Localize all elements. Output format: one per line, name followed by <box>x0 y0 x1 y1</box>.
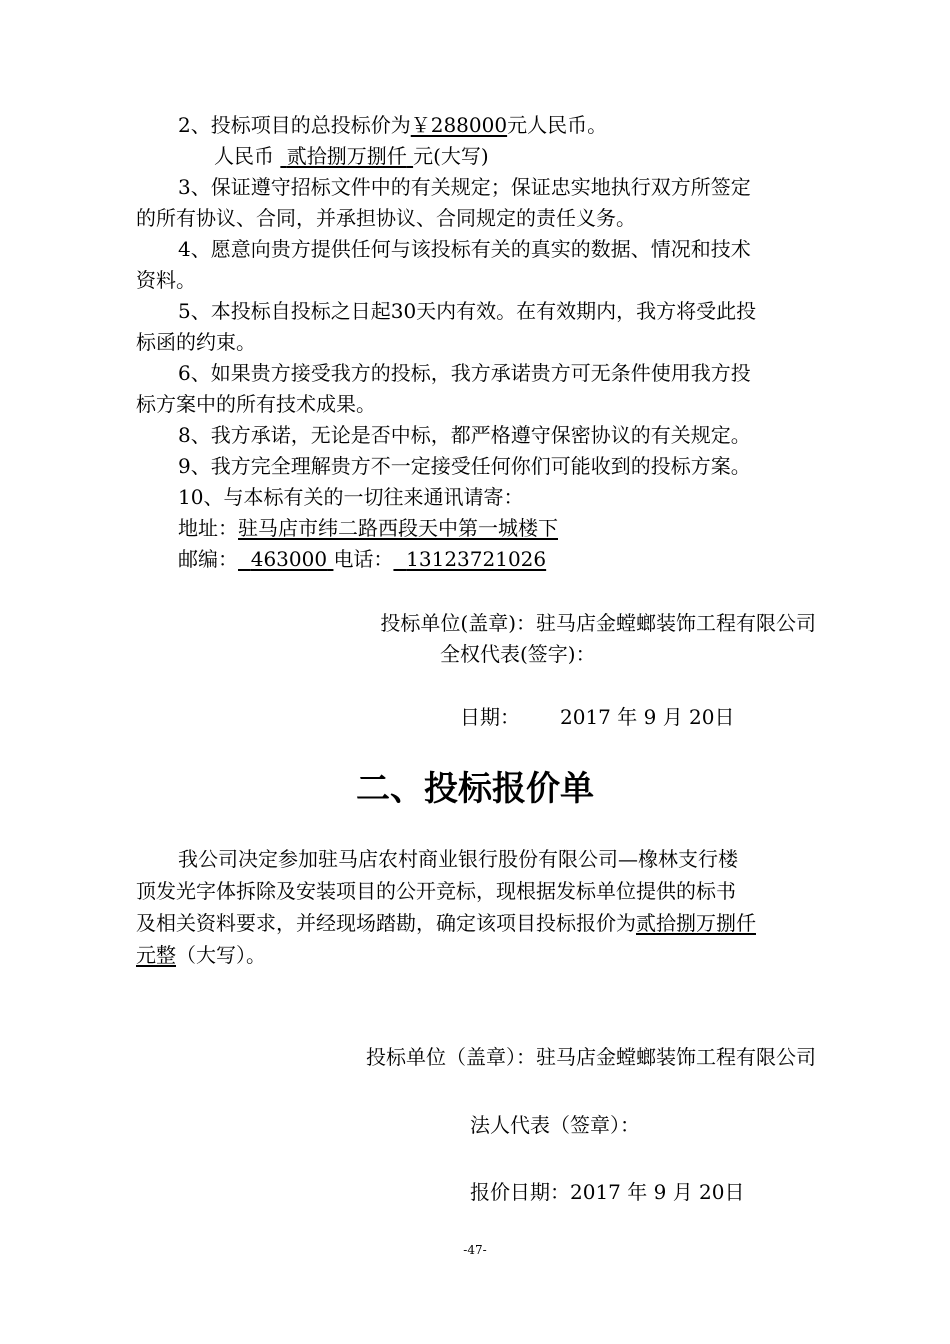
letter-bidder: 投标单位(盖章)：驻马店金螳螂装饰工程有限公司 <box>380 611 816 635</box>
rmb-suffix: 元(大写) <box>413 144 489 168</box>
item-2-text: 2、投标项目的总投标价为 <box>178 113 411 137</box>
item-3-line1: 3、保证遵守招标文件中的有关规定；保证忠实地执行双方所签定 <box>178 175 751 199</box>
postcode-value: 463000 <box>250 547 328 571</box>
quote-para-line3 <box>136 908 816 938</box>
item-10: 10、与本标有关的一切往来通讯请寄： <box>178 485 524 509</box>
item-4-line2: 资料。 <box>136 268 196 292</box>
section-title: 二、投标报价单 <box>356 769 594 809</box>
letter-representative: 全权代表(签字)： <box>440 642 596 666</box>
rmb-amount: 贰拾捌万捌仟 <box>286 144 407 168</box>
letter-date <box>460 702 800 732</box>
item-2-suffix: 元人民币。 <box>507 113 608 137</box>
address-value: 驻马店市纬二路西段天中第一城楼下 <box>238 516 558 540</box>
page-number: -47- <box>463 1243 487 1257</box>
date-label: 日期： <box>460 705 520 729</box>
phone-label: 电话： <box>333 547 394 571</box>
postcode-label: 邮编： <box>178 547 238 571</box>
quote-para-line1: 我公司决定参加驻马店农村商业银行股份有限公司—橡林支行楼 <box>178 847 738 871</box>
item-2 <box>178 110 818 140</box>
rmb-line <box>214 141 894 171</box>
item-5-line2: 标函的约束。 <box>136 330 256 354</box>
item-9: 9、我方完全理解贵方不一定接受任何你们可能收到的投标方案。 <box>178 454 751 478</box>
quote-amount-end: 元整 <box>136 943 176 967</box>
rmb-label: 人民币 <box>214 144 274 168</box>
date-value: 2017 年 9 月 20日 <box>560 705 735 729</box>
item-4-line1: 4、愿意向贵方提供任何与该投标有关的真实的数据、情况和技术 <box>178 237 751 261</box>
contact-line <box>178 544 818 574</box>
item-8: 8、我方承诺，无论是否中标，都严格遵守保密协议的有关规定。 <box>178 423 751 447</box>
quote-legal-rep: 法人代表（签章）： <box>470 1113 640 1137</box>
quote-para-text: 及相关资料要求，并经现场踏勘，确定该项目投标报价为 <box>136 911 636 935</box>
quote-para-line2: 顶发光字体拆除及安装项目的公开竞标，现根据发标单位提供的标书 <box>136 879 736 903</box>
item-5-line1: 5、本投标自投标之日起30天内有效。在有效期内，我方将受此投 <box>178 299 757 323</box>
address-line <box>178 513 818 543</box>
item-6-line2: 标方案中的所有技术成果。 <box>136 392 376 416</box>
item-6-line1: 6、如果贵方接受我方的投标，我方承诺贵方可无条件使用我方投 <box>178 361 751 385</box>
quote-amount-suffix: （大写）。 <box>176 943 266 967</box>
total-price-amount: ￥288000 <box>410 113 508 137</box>
item-3-line2: 的所有协议、合同，并承担协议、合同规定的责任义务。 <box>136 206 636 230</box>
quote-amount: 贰拾捌万捌仟 <box>636 911 756 935</box>
address-label: 地址： <box>178 516 238 540</box>
phone-value: 13123721026 <box>406 547 547 571</box>
quote-bidder: 投标单位（盖章）：驻马店金螳螂装饰工程有限公司 <box>366 1045 816 1069</box>
quote-para-line4 <box>136 940 816 970</box>
quote-date: 报价日期：2017 年 9 月 20日 <box>470 1180 745 1204</box>
